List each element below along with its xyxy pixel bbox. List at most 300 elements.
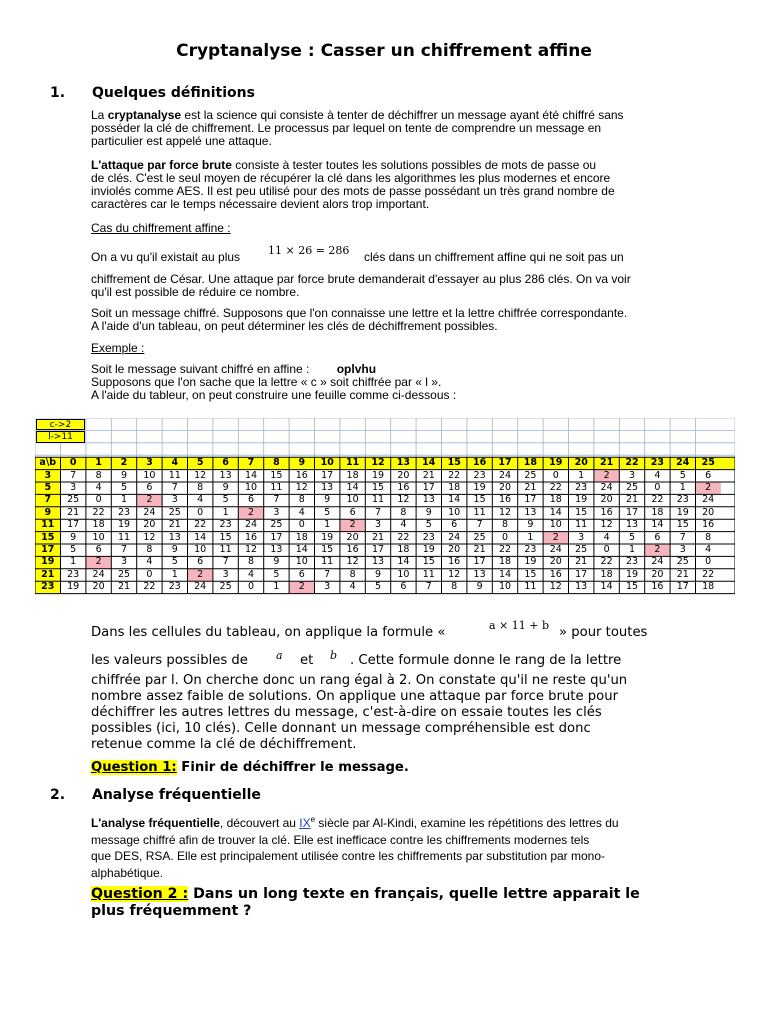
a-header-cell: 23	[41, 581, 55, 593]
table-cell: 23	[117, 506, 131, 518]
variable-b: b	[330, 649, 338, 662]
table-cell: 4	[197, 494, 204, 506]
table-cell: 23	[524, 544, 537, 555]
text: , découvert au	[219, 816, 300, 830]
table-cell: 21	[168, 519, 181, 531]
table-cell: 20	[92, 581, 105, 593]
table-cell: 21	[524, 482, 537, 493]
table-cell: 2	[95, 556, 102, 568]
table-cell: 8	[451, 581, 458, 593]
table-cell: 3	[222, 568, 229, 580]
table-cell: 8	[146, 544, 153, 555]
b-header-cell: 11	[345, 457, 360, 469]
table-cell: 20	[600, 494, 613, 506]
bold-term: L'attaque par force brute	[91, 158, 232, 172]
table-cell: 23	[473, 469, 486, 481]
table-cell: 10	[194, 544, 207, 555]
table-cell: 9	[425, 506, 432, 518]
text: A l'aide du tableur, on peut construire une feuille comme ci-dessous :	[91, 388, 457, 402]
table-cell: 19	[67, 581, 80, 593]
table-cell: 4	[654, 469, 661, 481]
table-cell: 21	[422, 469, 435, 481]
table-cell: 3	[273, 506, 280, 518]
table-cell: 17	[575, 568, 588, 580]
table-cell: 24	[549, 544, 562, 555]
table-cell: 12	[346, 556, 359, 568]
table-cell: 8	[298, 494, 305, 506]
table-cell: 13	[371, 556, 385, 568]
table-cell: 4	[247, 568, 255, 580]
text: inviolés comme AES. Il est peu utilisé pour des mots de passe possédant un très grand nombre de	[91, 184, 615, 198]
table-cell: 6	[451, 519, 458, 531]
table-cell: 23	[625, 556, 639, 568]
b-header-cell: 0	[69, 457, 77, 469]
table-cell: 9	[222, 482, 229, 493]
table-cell: 6	[146, 482, 153, 493]
table-cell: 1	[578, 469, 585, 481]
a-header-cell: 19	[41, 556, 55, 568]
a-header-cell: 7	[44, 494, 52, 506]
b-header-cell: 19	[549, 457, 563, 469]
table-cell: 7	[374, 506, 382, 518]
table-cell: 16	[448, 556, 461, 568]
table-cell: 14	[194, 531, 207, 543]
table-cell: 1	[324, 519, 331, 531]
a-header-cell: 9	[44, 506, 52, 518]
table-cell: 1	[273, 581, 280, 593]
text: siècle par Al-Kindi, examine les répétitions des lettres du	[315, 816, 619, 830]
question-1	[91, 760, 691, 776]
table-cell: 6	[705, 469, 712, 481]
table-cell: 23	[575, 482, 588, 493]
table-cell: 24	[143, 506, 156, 518]
table-cell: 12	[549, 581, 562, 593]
b-header-cell: 2	[120, 457, 128, 469]
paragraph-cesar	[91, 273, 711, 299]
table-cell: 15	[473, 494, 486, 506]
table-cell: 0	[552, 469, 559, 481]
table-cell: 15	[219, 531, 232, 543]
table-cell: 17	[371, 544, 385, 555]
table-cell: 14	[448, 494, 461, 506]
table-cell: 16	[549, 568, 562, 580]
example-text	[91, 363, 691, 402]
a-header-cell: 15	[41, 531, 55, 543]
table-cell: 14	[600, 581, 613, 593]
section-title: Analyse fréquentielle	[92, 787, 261, 803]
table-cell: 17	[422, 482, 435, 493]
table-cell: 1	[628, 544, 636, 555]
table-cell: 14	[295, 544, 308, 555]
spreadsheet-table	[35, 418, 735, 606]
table-cell: 12	[600, 519, 613, 531]
table-cell: 10	[448, 506, 461, 518]
paragraph-tableau	[91, 307, 691, 333]
superscript: e	[310, 815, 316, 824]
table-cell: 16	[346, 544, 359, 555]
table-cell: 14	[549, 506, 562, 518]
table-cell: 17	[676, 581, 689, 593]
a-header-cell: 3	[44, 469, 52, 481]
table-cell: 5	[70, 544, 77, 555]
page-title: Cryptanalyse : Casser un chiffrement affine	[176, 41, 592, 61]
question-2	[91, 886, 691, 920]
table-cell: 18	[295, 531, 308, 543]
table-cell: 4	[298, 506, 305, 518]
table-cell: 18	[600, 568, 613, 580]
table-cell: 1	[70, 556, 77, 568]
table-cell: 8	[197, 482, 204, 493]
text: déchiffrer les autres lettres du message, c'est-à-dire on essaie toutes les clés	[91, 705, 602, 720]
text: A l'aide d'un tableau, on peut déterminer les clés de déchiffrement possibles.	[91, 319, 498, 333]
text: message chiffré afin de trouver la clé. Elle est inefficace contre les chiffrements modernes tels	[91, 832, 590, 847]
question-text: Finir de déchiffrer le message.	[176, 760, 409, 775]
table-cell: 17	[625, 506, 639, 518]
table-cell: 7	[679, 531, 686, 543]
table-cell: 0	[197, 506, 204, 518]
table-cell: 0	[654, 482, 661, 493]
table-cell: 20	[397, 469, 410, 481]
table-cell: 6	[349, 506, 356, 518]
table-cell: 22	[498, 544, 512, 555]
table-cell: 18	[397, 544, 410, 555]
question-label: Question 2 :	[91, 886, 189, 902]
table-cell: 21	[371, 531, 385, 543]
table-cell: 7	[222, 556, 229, 568]
table-cell: 5	[679, 469, 686, 481]
table-cell: 11	[524, 581, 537, 593]
table-cell: 14	[498, 568, 512, 580]
century-link[interactable]: IX	[299, 816, 311, 830]
b-header-cell: 5	[196, 457, 204, 469]
table-cell: 19	[473, 482, 486, 493]
table-cell: 2	[298, 581, 305, 593]
a-header-cell: 17	[41, 544, 55, 555]
bold-term: cryptanalyse	[107, 108, 182, 122]
table-cell: 15	[422, 556, 435, 568]
b-header-cell: 12	[371, 457, 385, 469]
table-cell: 20	[498, 482, 512, 493]
table-cell: 1	[120, 494, 128, 506]
table-cell: 19	[676, 506, 689, 518]
cipher-message: oplvhu	[336, 362, 377, 376]
text: que DES, RSA. Elle est principalement utilisée contre les chiffrements par substitution par mono-	[91, 849, 606, 863]
table-cell: 18	[651, 506, 664, 518]
text: Soit le message suivant chiffré en affine :	[91, 362, 310, 376]
table-cell: 9	[476, 581, 483, 593]
table-cell: 0	[705, 556, 712, 568]
table-cell: 17	[270, 531, 283, 543]
table-cell: 5	[171, 556, 178, 568]
b-header-cell: 8	[273, 457, 280, 469]
table-cell: 19	[625, 568, 639, 580]
text: retenue comme la clé de déchiffrement.	[91, 737, 357, 752]
text: particulier est appelé une attaque.	[91, 134, 272, 148]
text: qu'il est possible de réduire ce nombre.	[91, 285, 300, 299]
table-cell: 3	[628, 469, 636, 481]
text: . Cette formule donne le rang de la lettre	[350, 653, 622, 668]
table-cell: 12	[397, 494, 410, 506]
table-cell: 22	[600, 556, 613, 568]
table-cell: 16	[397, 482, 410, 493]
key-c-cell: c->2	[36, 419, 85, 430]
table-cell: 8	[501, 519, 509, 531]
table-cell: 13	[422, 494, 435, 506]
table-cell: 13	[524, 506, 537, 518]
table-cell: 16	[244, 531, 258, 543]
table-cell: 11	[219, 544, 232, 555]
table-cell: 11	[270, 482, 283, 493]
table-cell: 8	[95, 469, 102, 481]
text: chiffrement de César. Une attaque par force brute demanderait d'essayer au plus 286 clés. On va voir	[91, 272, 631, 286]
table-cell: 20	[549, 556, 562, 568]
table-cell: 14	[397, 556, 410, 568]
table-cell: 7	[324, 568, 331, 580]
table-cell: 10	[143, 469, 156, 481]
table-cell: 14	[651, 519, 664, 531]
table-cell: 21	[575, 556, 588, 568]
text: de clés. C'est le seul moyen de récupérer la clé dans les algorithmes les plus modernes et encore	[91, 171, 611, 185]
table-cell: 9	[273, 556, 280, 568]
table-cell: 0	[146, 568, 153, 580]
table-cell: 25	[117, 568, 131, 580]
table-cell: 15	[270, 469, 283, 481]
table-cell: 16	[295, 469, 308, 481]
table-cell: 16	[600, 506, 613, 518]
table-cell: 15	[321, 544, 334, 555]
b-header-cell: 23	[650, 457, 664, 469]
table-cell: 2	[603, 469, 610, 481]
text: clés dans un chiffrement affine qui ne soit pas un	[364, 250, 624, 264]
formula-286: 11 × 26 = 286	[268, 244, 350, 257]
table-cell: 15	[676, 519, 689, 531]
table-cell: 6	[247, 494, 255, 506]
table-cell: 5	[120, 482, 128, 493]
b-header-cell: 1	[95, 457, 102, 469]
table-cell: 4	[705, 544, 712, 555]
text: Supposons que l'on sache que la lettre « c » soit chiffrée par « l ».	[91, 375, 442, 389]
table-cell: 1	[527, 531, 534, 543]
b-header-cell: 3	[146, 457, 153, 469]
table-cell: 4	[95, 482, 102, 493]
table-cell: 6	[298, 568, 305, 580]
table-cell: 25	[67, 494, 80, 506]
table-cell: 7	[425, 581, 432, 593]
example-title: Exemple :	[91, 341, 145, 355]
section-2-heading	[50, 787, 650, 805]
table-cell: 13	[219, 469, 232, 481]
table-cell: 25	[625, 482, 639, 493]
b-header-cell: 24	[676, 457, 690, 469]
table-cell: 21	[67, 506, 80, 518]
table-cell: 3	[120, 556, 128, 568]
b-header-cell: 14	[422, 457, 436, 469]
table-cell: 22	[549, 482, 562, 493]
paragraph-analyse	[91, 812, 691, 881]
table-cell: 13	[321, 482, 334, 493]
b-header-cell: 18	[523, 457, 537, 469]
table-cell: 13	[575, 581, 588, 593]
table-cell: 15	[625, 581, 639, 593]
table-cell: 3	[324, 581, 331, 593]
table-cell: 13	[473, 568, 486, 580]
table-cell: 7	[171, 482, 178, 493]
table-cell: 20	[346, 531, 359, 543]
table-cell: 7	[476, 519, 483, 531]
bold-term: L'analyse fréquentielle	[91, 816, 220, 830]
text: alphabétique.	[91, 865, 164, 880]
table-cell: 10	[397, 568, 410, 580]
b-header-cell: 17	[498, 457, 512, 469]
table-cell: 24	[702, 494, 715, 506]
text: nombre assez faible de solutions. On applique une attaque par force brute pour	[91, 689, 618, 704]
table-cell: 18	[92, 519, 105, 531]
table-cell: 18	[448, 482, 461, 493]
text: posséder la clé de chiffrement. Le processus par lequel on tente de comprendre un message en	[91, 121, 602, 135]
table-cell: 20	[448, 544, 461, 555]
b-header-cell: 22	[625, 457, 639, 469]
table-cell: 22	[448, 469, 461, 481]
table-cell: 13	[625, 519, 639, 531]
table-cell: 22	[702, 568, 715, 580]
table-cell: 9	[120, 469, 128, 481]
table-cell: 2	[197, 568, 204, 580]
table-cell: 5	[374, 581, 382, 593]
table-cell: 18	[346, 469, 359, 481]
table-cell: 8	[247, 556, 255, 568]
text: » pour toutes	[559, 625, 648, 640]
table-cell: 20	[651, 568, 664, 580]
table-cell: 23	[422, 531, 435, 543]
table-cell: 24	[498, 469, 512, 481]
question-text: Dans un long texte en français, quelle lettre apparait le	[188, 886, 640, 902]
a-header-cell: 5	[44, 482, 52, 493]
variable-a: a	[276, 649, 283, 662]
table-cell: 6	[95, 544, 102, 555]
table-cell: 2	[349, 519, 356, 531]
table-cell: 6	[654, 531, 661, 543]
table-cell: 4	[349, 581, 356, 593]
table-cell: 19	[524, 556, 537, 568]
section-title: Quelques définitions	[92, 85, 255, 101]
table-cell: 2	[654, 544, 661, 555]
text: Soit un message chiffré. Supposons que l'on connaisse une lettre et la lettre chiffrée correspondante.	[91, 306, 628, 320]
table-cell: 12	[295, 482, 308, 493]
table-cell: 10	[92, 531, 105, 543]
table-cell: 23	[168, 581, 181, 593]
table-cell: 25	[676, 556, 689, 568]
table-cell: 7	[273, 494, 280, 506]
table-cell: 12	[194, 469, 207, 481]
table-cell: 11	[321, 556, 334, 568]
table-cell: 4	[146, 556, 153, 568]
section-1-heading	[50, 85, 650, 103]
table-cell: 5	[425, 519, 432, 531]
table-cell: 23	[676, 494, 689, 506]
table-cell: 7	[70, 469, 77, 481]
table-cell: 19	[371, 469, 385, 481]
table-cell: 20	[702, 506, 715, 518]
table-cell: 18	[702, 581, 715, 593]
table-cell: 12	[143, 531, 156, 543]
table-cell: 3	[171, 494, 178, 506]
b-header-cell: 13	[396, 457, 410, 469]
table-cell: 12	[498, 506, 512, 518]
text: et	[300, 653, 314, 668]
table-cell: 8	[400, 506, 407, 518]
table-cell: 2	[247, 506, 255, 518]
table-cell: 2	[146, 494, 153, 506]
a-header-cell: 11	[41, 519, 55, 531]
b-header-cell: 15	[447, 457, 461, 469]
table-cell: 5	[324, 506, 331, 518]
text: possibles (ici, 10 clés). Celle donnant un message compréhensible est donc	[91, 721, 591, 736]
table-cell: 0	[247, 581, 255, 593]
table-cell: 24	[651, 556, 664, 568]
question-text: plus fréquemment ?	[91, 903, 252, 919]
table-cell: 17	[473, 556, 486, 568]
table-cell: 13	[168, 531, 181, 543]
table-cell: 25	[575, 544, 588, 555]
table-cell: 22	[143, 581, 156, 593]
text: La	[91, 108, 108, 122]
table-cell: 11	[117, 531, 131, 543]
text: On a vu qu'il existait au plus	[91, 250, 241, 264]
table-cell: 2	[552, 531, 559, 543]
table-cell: 17	[321, 469, 334, 481]
table-cell: 21	[676, 568, 689, 580]
table-cell: 25	[168, 506, 181, 518]
table-cell: 13	[270, 544, 283, 555]
table-cell: 4	[603, 531, 610, 543]
table-cell: 11	[473, 506, 486, 518]
table-cell: 6	[197, 556, 204, 568]
table-cell: 12	[448, 568, 461, 580]
table-cell: 11	[575, 519, 588, 531]
table-cell: 15	[524, 568, 537, 580]
key-l-cell: l->11	[36, 431, 85, 442]
table-cell: 22	[92, 506, 105, 518]
text: caractères car le temps nécessaire devient alors trop important.	[91, 197, 430, 211]
table-cell: 14	[244, 469, 258, 481]
table-cell: 12	[244, 544, 258, 555]
table-cell: 23	[219, 519, 232, 531]
text: consiste à tester toutes les solutions possibles de mots de passe ou	[231, 158, 597, 172]
table-cell: 25	[270, 519, 283, 531]
table-cell: 9	[171, 544, 178, 555]
table-cell: 0	[298, 519, 305, 531]
table-cell: 22	[651, 494, 664, 506]
section-number: 1.	[50, 85, 66, 101]
table-cell: 1	[679, 482, 686, 493]
table-cell: 3	[578, 531, 585, 543]
corner-cell: a\b	[39, 457, 57, 469]
table-cell: 16	[651, 581, 664, 593]
table-cell: 20	[143, 519, 156, 531]
section-number: 2.	[50, 787, 66, 803]
table-cell: 0	[501, 531, 509, 543]
text: Dans les cellules du tableau, on applique la formule «	[91, 625, 446, 640]
table-cell: 8	[349, 568, 356, 580]
table-cell: 25	[524, 469, 537, 481]
table-cell: 19	[575, 494, 588, 506]
table-cell: 19	[422, 544, 435, 555]
table-cell: 9	[70, 531, 77, 543]
table-cell: 6	[400, 581, 407, 593]
b-header-cell: 6	[222, 457, 229, 469]
table-cell: 14	[346, 482, 359, 493]
table-cell: 5	[222, 494, 229, 506]
